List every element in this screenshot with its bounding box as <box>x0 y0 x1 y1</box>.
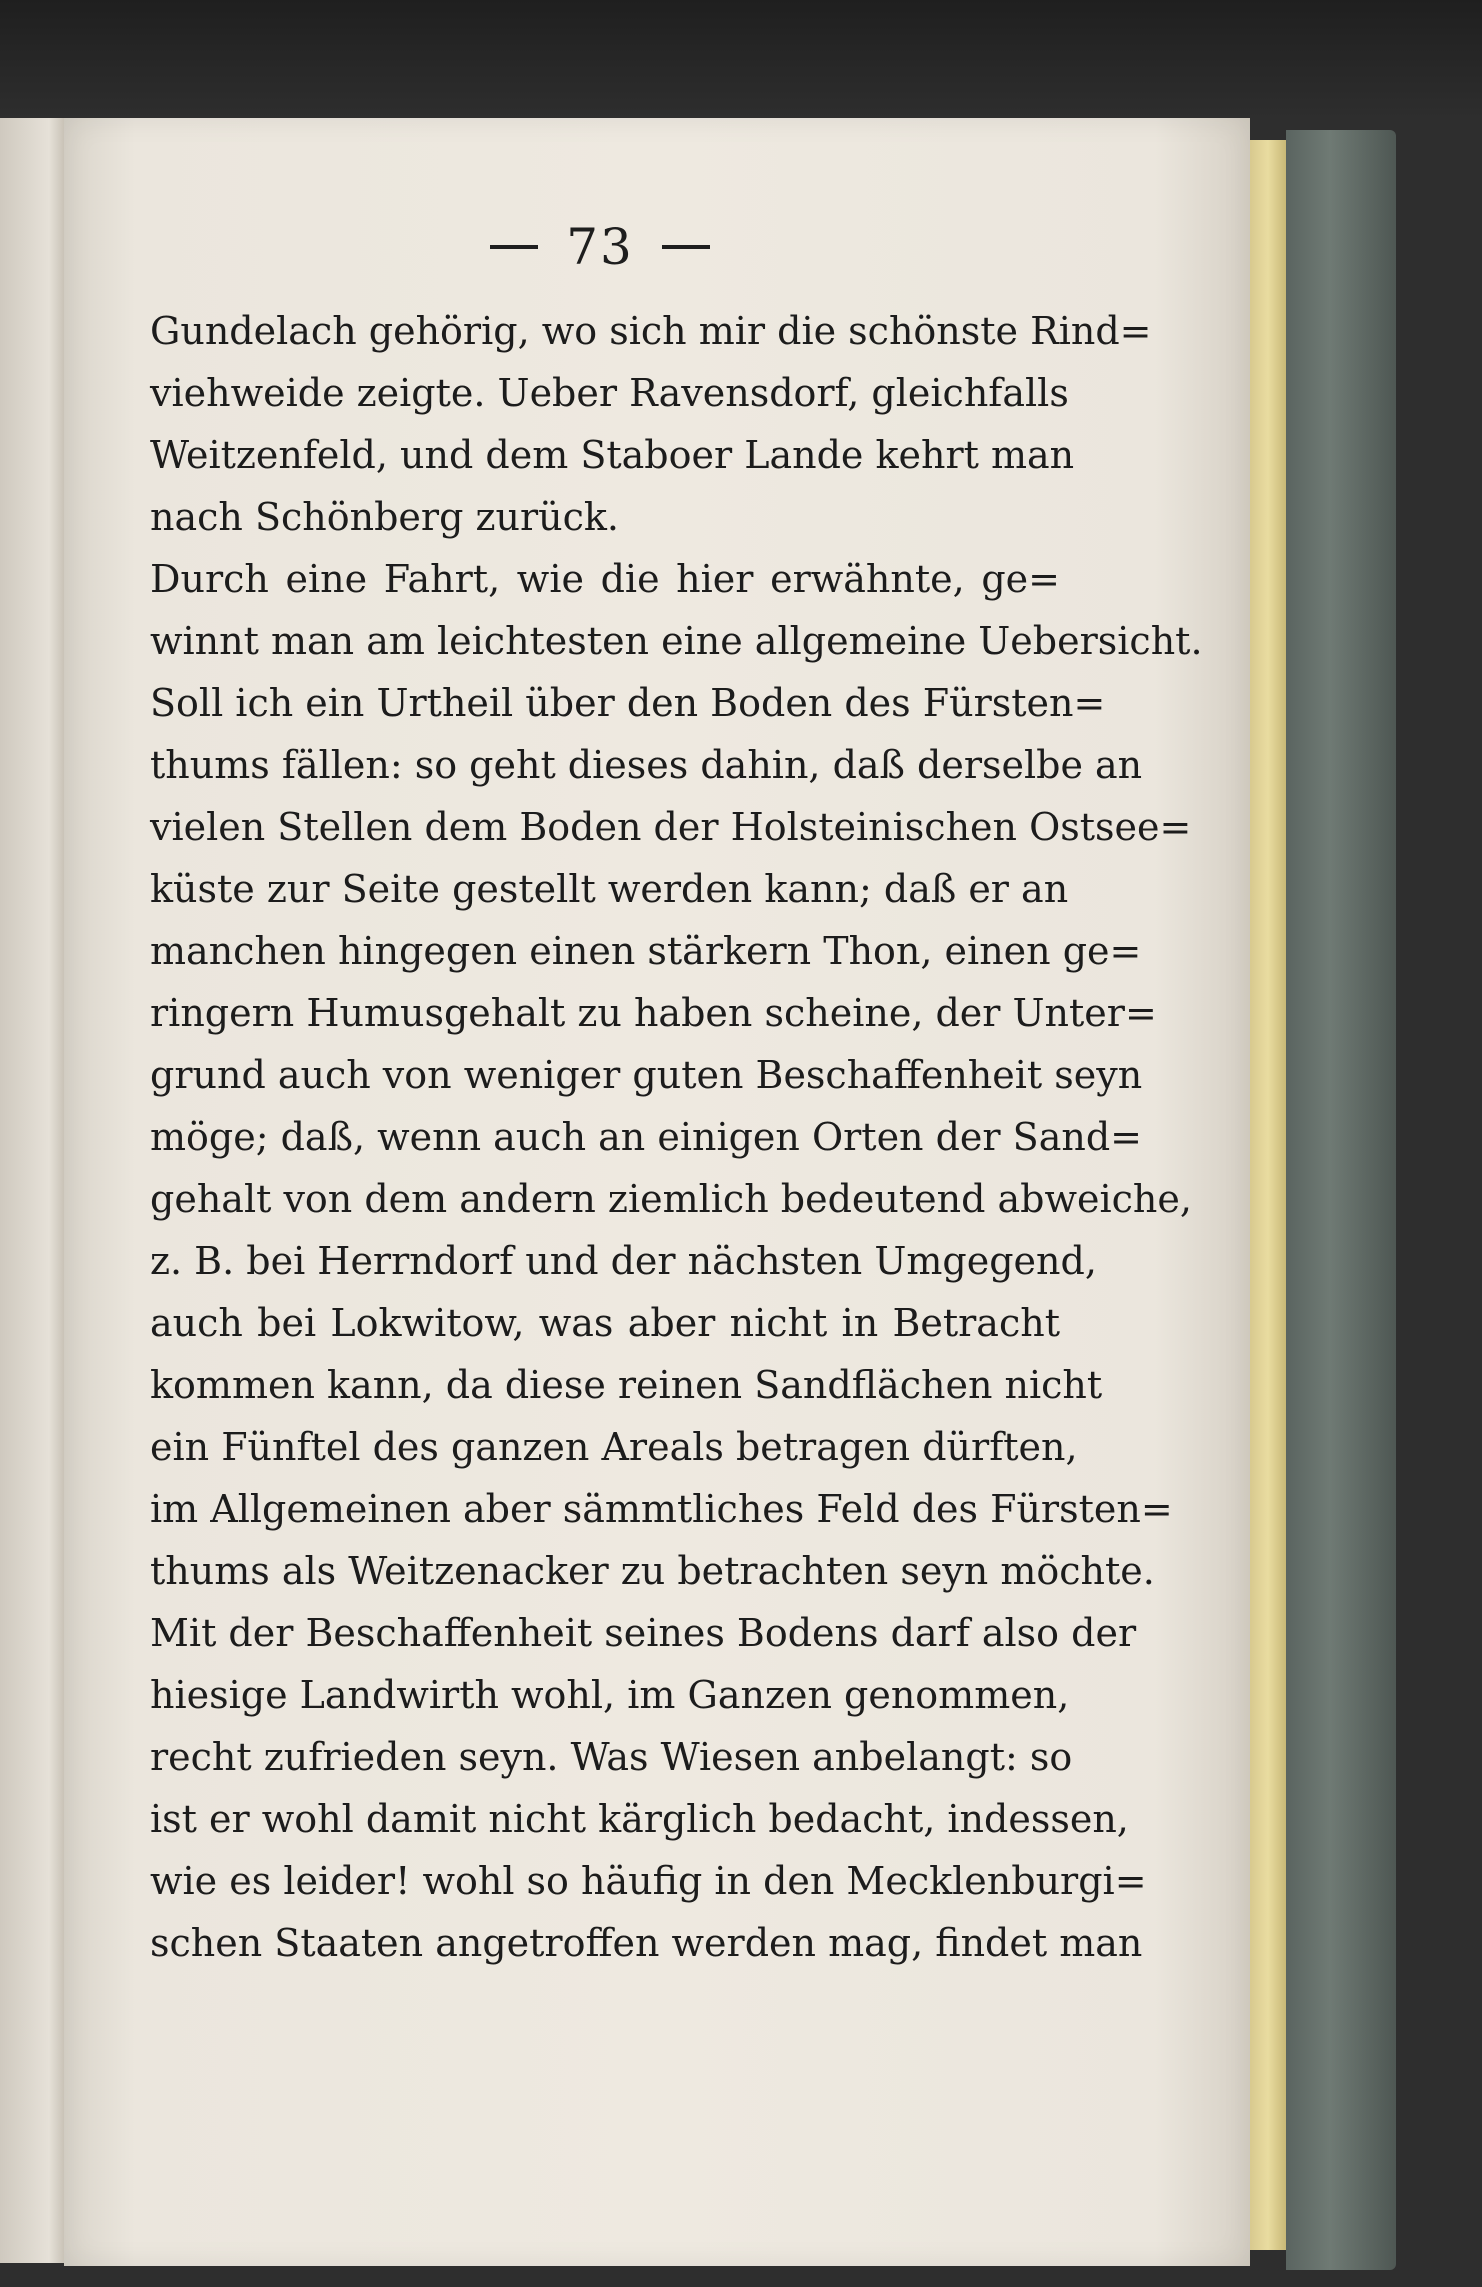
page-number: 73 <box>566 218 634 276</box>
text-line: recht zufrieden seyn. Was Wiesen anbelangt: so <box>150 1735 1073 1779</box>
text-line: Soll ich ein Urtheil über den Boden des Fürsten= <box>150 681 1106 725</box>
text-line: grund auch von weniger guten Beschaffenheit seyn <box>150 1053 1143 1097</box>
background <box>0 0 1482 120</box>
text-line: manchen hingegen einen stärkern Thon, einen ge= <box>150 929 1142 973</box>
text-line: küste zur Seite gestellt werden kann; daß er an <box>150 867 1069 911</box>
text-line: schen Staaten angetroffen werden mag, findet man <box>150 1921 1143 1965</box>
text-line: im Allgemeinen aber sämmtliches Feld des Fürsten= <box>150 1487 1173 1531</box>
header-dash-left <box>490 245 538 249</box>
body-text <box>150 300 1203 1974</box>
header-dash-right <box>662 245 710 249</box>
text-line: thums als Weitzenacker zu betrachten seyn möchte. <box>150 1549 1155 1593</box>
text-line: Mit der Beschaffenheit seines Bodens darf also der <box>150 1611 1137 1655</box>
text-line: thums fällen: so geht dieses dahin, daß derselbe an <box>150 743 1143 787</box>
page-header <box>440 212 760 282</box>
text-line: Gundelach gehörig, wo sich mir die schönste Rind= <box>150 309 1152 353</box>
book-cover <box>1286 130 1396 2270</box>
text-line: viehweide zeigte. Ueber Ravensdorf, gleichfalls <box>150 371 1069 415</box>
text-line: ein Fünftel des ganzen Areals betragen dürften, <box>150 1425 1078 1469</box>
text-line: winnt man am leichtesten eine allgemeine Uebersicht. <box>150 619 1203 663</box>
text-line: hiesige Landwirth wohl, im Ganzen genommen, <box>150 1673 1070 1717</box>
text-line: wie es leider! wohl so häufig in den Mecklenburgi= <box>150 1859 1147 1903</box>
text-line: gehalt von dem andern ziemlich bedeutend abweiche, <box>150 1177 1192 1221</box>
text-line: möge; daß, wenn auch an einigen Orten der Sand= <box>150 1115 1142 1159</box>
text-line: z. B. bei Herrndorf und der nächsten Umgegend, <box>150 1239 1097 1283</box>
text-line: vielen Stellen dem Boden der Holsteinischen Ostsee= <box>150 805 1192 849</box>
text-line: auch bei Lokwitow, was aber nicht in Betracht <box>150 1301 1060 1345</box>
previous-page-edge <box>0 118 70 2263</box>
page-edges <box>1250 140 1286 2250</box>
text-line: ringern Humusgehalt zu haben scheine, der Unter= <box>150 991 1157 1035</box>
text-line: Durch eine Fahrt, wie die hier erwähnte, ge= <box>150 557 1060 601</box>
text-line: ist er wohl damit nicht kärglich bedacht, indessen, <box>150 1797 1129 1841</box>
text-line: Weitzenfeld, und dem Staboer Lande kehrt man <box>150 433 1075 477</box>
text-line: nach Schönberg zurück. <box>150 495 620 539</box>
text-line: kommen kann, da diese reinen Sandflächen nicht <box>150 1363 1103 1407</box>
